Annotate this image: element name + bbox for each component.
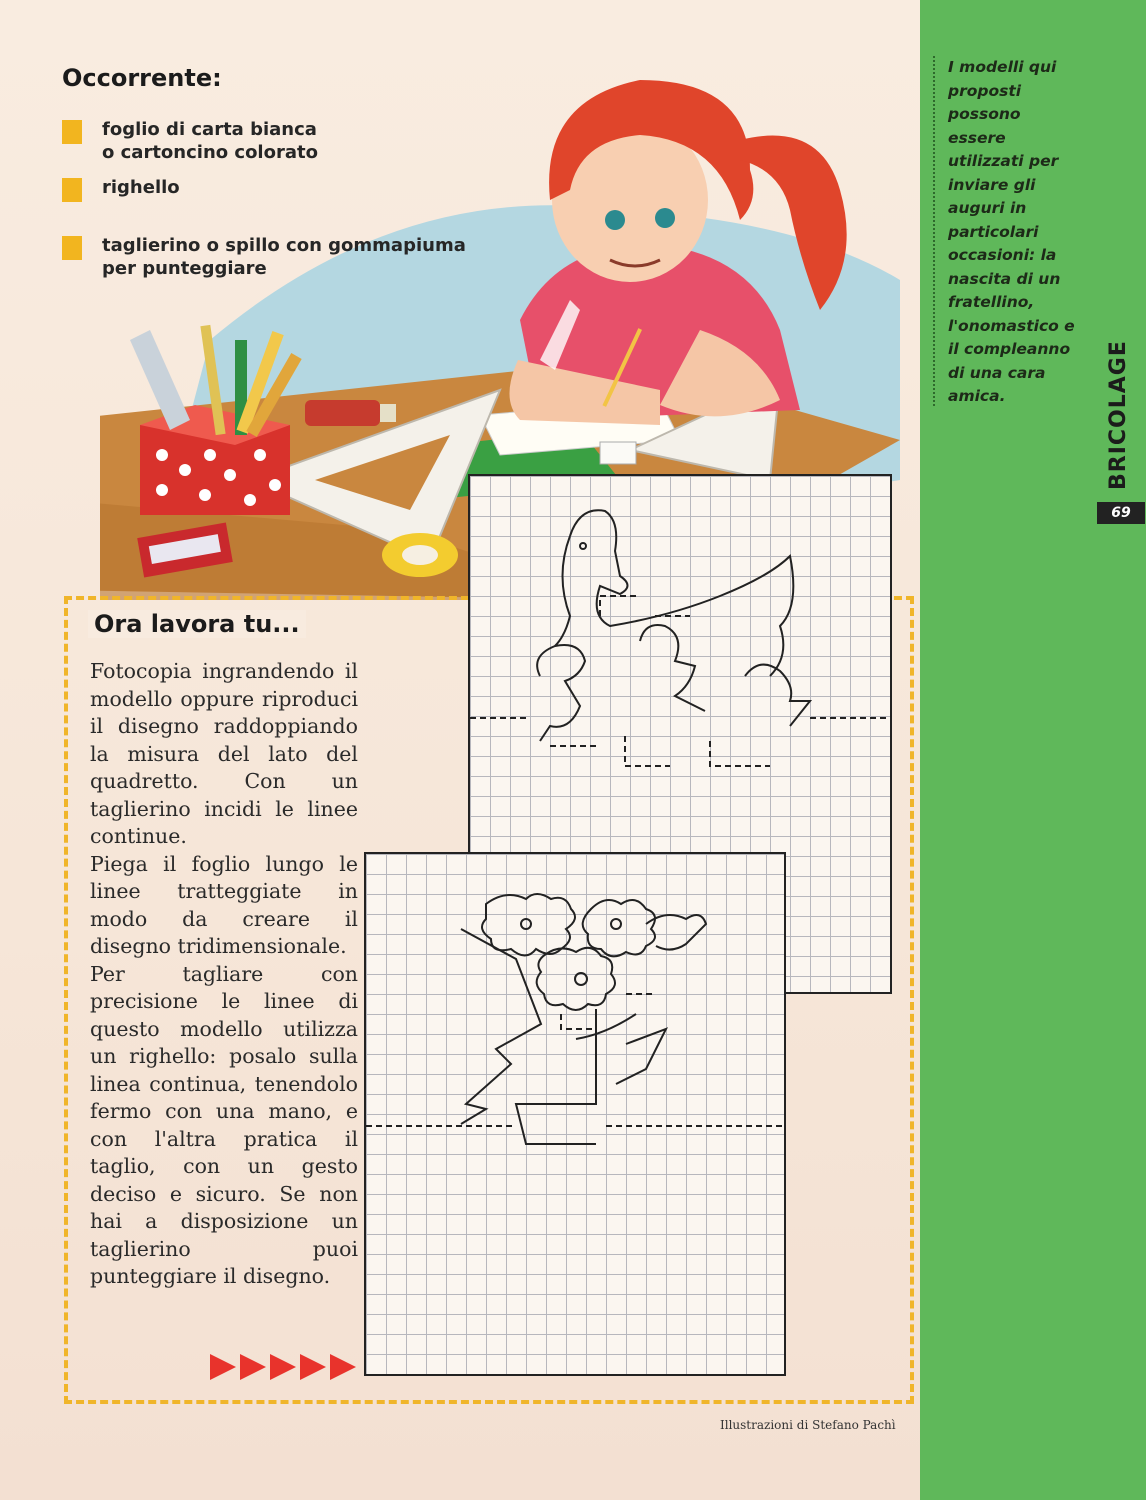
- instructions-heading: Ora lavora tu...: [88, 610, 306, 638]
- material-text: righello: [102, 177, 180, 198]
- instructions-paragraph: Fotocopia ingrandendo il modello oppure riproduci il disegno raddoppiando la misura del lato del quadretto. Con un taglierino incidi le linee continue.: [90, 659, 358, 848]
- instructions-paragraph: Piega il foglio lungo le linee tratteggiate in modo da creare il disegno tridimensionale.: [90, 851, 358, 958]
- illustration-credit: Illustrazioni di Stefano Pachì: [720, 1418, 896, 1432]
- section-label: BRICOLAGE: [1106, 340, 1131, 490]
- material-bullet: [62, 120, 82, 144]
- material-bullet: [62, 178, 82, 202]
- flower-template-card: [364, 852, 786, 1376]
- instructions-text: [90, 658, 358, 1291]
- materials-heading: Occorrente:: [62, 64, 222, 92]
- arrow-markers: [210, 1350, 370, 1384]
- sidebar-intro-text: I modelli qui proposti possono essere utilizzati per inviare gli auguri in particolari occasioni: la nascita di un fratellino, l'onomastico e il compleanno di una cara amica.: [948, 58, 1075, 405]
- material-text: taglierino o spillo con gommapiuma per punteggiare: [102, 235, 466, 279]
- material-text: foglio di carta bianca o cartoncino colorato: [102, 119, 318, 163]
- page-number: 69: [1097, 502, 1145, 524]
- sidebar-dotted-rule: [933, 56, 935, 406]
- flower-cutout-drawing: [366, 854, 784, 1374]
- material-bullet: [62, 236, 82, 260]
- instructions-paragraph: Per tagliare con precisione le linee di questo modello utilizza un righello: posalo sulla linea continua, tenendolo fermo con una mano, e con l'altra pratica il taglio, con un gesto deciso e sicuro. Se non hai a disposizione un taglierino puoi punteggiare il disegno.: [90, 961, 358, 1288]
